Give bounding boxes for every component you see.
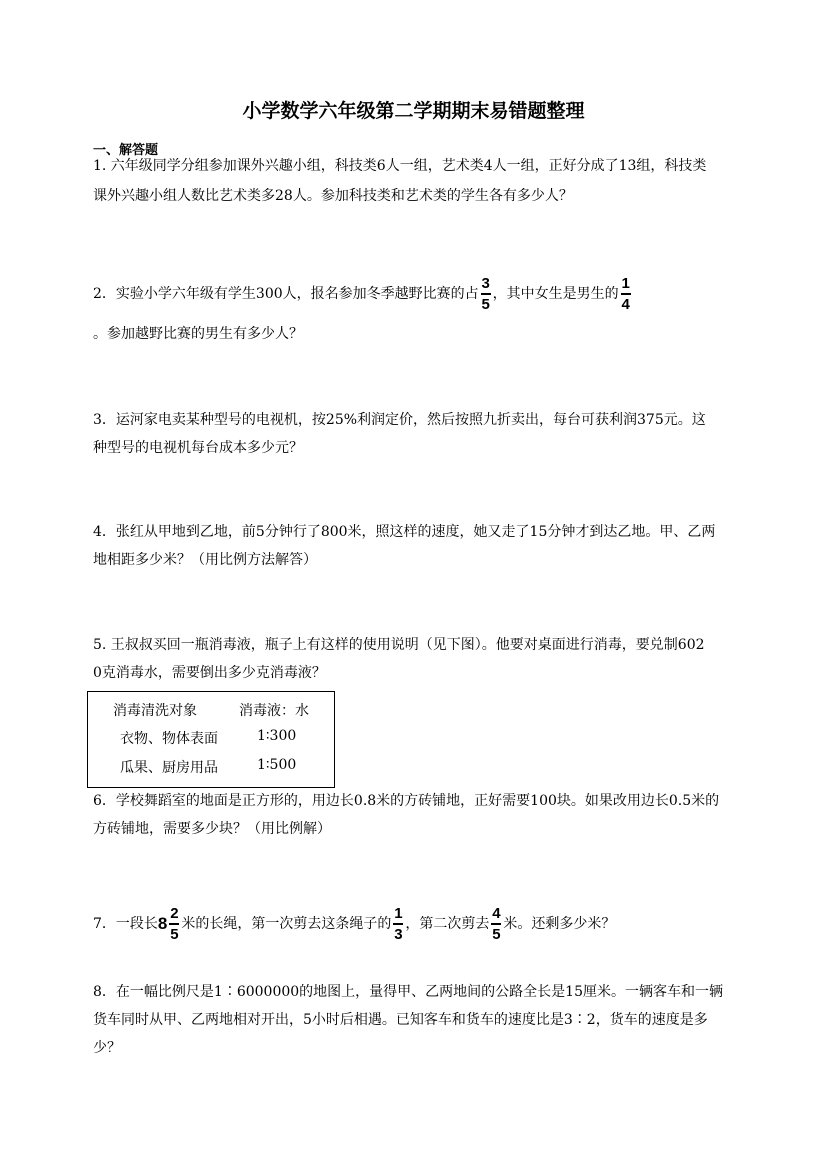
- question-2-line-1: [93, 272, 633, 316]
- fraction-1-4: [621, 276, 631, 312]
- question-7-text-c: ，第二次剪去: [405, 916, 490, 932]
- fraction-denominator: 5: [170, 926, 179, 943]
- question-8-line-2: 货车同时从甲、乙两地相对开出，5小时后相遇。已知客车和货车的速度比是3∶2，货车的速度是多: [93, 1012, 708, 1028]
- question-4-line-1: 4．张红从甲地到乙地，前5分钟行了800米，照这样的速度，她又走了15分钟才到达乙地。甲、乙两: [93, 524, 716, 540]
- table-row-2-object: 瓜果、厨房用品: [120, 760, 218, 776]
- fraction-numerator: 1: [394, 905, 403, 922]
- table-row-2-ratio: 1∶500: [257, 757, 297, 773]
- fraction-1-3: [393, 906, 403, 942]
- question-6-line-1: 6．学校舞蹈室的地面是正方形的，用边长0.8米的方砖铺地，正好需要100块。如果改用边长0.5米的: [93, 793, 720, 809]
- question-2-text-b: ，其中女生是男生的: [492, 286, 619, 302]
- fraction-3-5: [481, 276, 491, 312]
- question-1-line-1: 1. 六年级同学分组参加课外兴趣小组，科技类6人一组，艺术类4人一组，正好分成了13组，科技类: [93, 158, 707, 174]
- section-heading: 一、解答题: [93, 143, 159, 158]
- question-5-line-1: 5. 王叔叔买回一瓶消毒液，瓶子上有这样的使用说明（见下图）。他要对桌面进行消毒，要兑制602: [93, 637, 705, 653]
- mixed-number-whole: 8: [157, 914, 168, 933]
- question-3-line-1: 3．运河家电卖某种型号的电视机，按25%利润定价，然后按照九折卖出，每台可获利润375元。这: [93, 412, 706, 428]
- fraction-denominator: 3: [394, 926, 403, 943]
- fraction-bar: [491, 923, 501, 925]
- fraction-2-5: [169, 906, 179, 942]
- fraction-bar: [169, 923, 179, 925]
- question-4-line-2: 地相距多少米？（用比例方法解答）: [93, 552, 317, 568]
- fraction-numerator: 2: [170, 905, 179, 922]
- question-5-line-2: 0克消毒水，需要倒出多少克消毒液？: [93, 665, 326, 681]
- table-row-1-object: 衣物、物体表面: [120, 731, 218, 747]
- question-6-line-2: 方砖铺地，需要多少块？（用比例解）: [93, 821, 331, 837]
- fraction-denominator: 4: [621, 296, 630, 313]
- fraction-bar: [481, 293, 491, 295]
- fraction-numerator: 4: [492, 905, 501, 922]
- question-8-line-1: 8．在一幅比例尺是1∶6000000的地图上，量得甲、乙两地间的公路全长是15厘米。一辆客车和一辆: [93, 984, 723, 1000]
- question-7-line-1: [93, 902, 615, 946]
- table-header-object: 消毒清洗对象: [113, 703, 197, 719]
- question-1-line-2: 课外兴趣小组人数比艺术类多28人。参加科技类和艺术类的学生各有多少人？: [93, 188, 573, 204]
- question-2-text-a: 2．实验小学六年级有学生300人，报名参加冬季越野比赛的占: [93, 286, 479, 302]
- fraction-numerator: 1: [621, 275, 630, 292]
- fraction-numerator: 3: [481, 275, 490, 292]
- fraction-denominator: 5: [481, 296, 490, 313]
- page-title: 小学数学六年级第二学期期末易错题整理: [242, 100, 585, 122]
- table-row-1-ratio: 1∶300: [257, 728, 297, 744]
- question-2-line-2: 。参加越野比赛的男生有多少人？: [93, 326, 303, 342]
- fraction-bar: [393, 923, 403, 925]
- question-3-line-2: 种型号的电视机每台成本多少元？: [93, 440, 303, 456]
- question-7-text-d: 米。还剩多少米？: [503, 916, 616, 932]
- fraction-bar: [621, 293, 631, 295]
- question-7-text-b: 米的长绳，第一次剪去这条绳子的: [181, 916, 392, 932]
- fraction-denominator: 5: [492, 926, 501, 943]
- question-7-text-a: 7．一段长: [93, 916, 158, 932]
- question-8-line-3: 少？: [93, 1040, 121, 1056]
- fraction-4-5: [491, 906, 501, 942]
- table-header-ratio: 消毒液：水: [239, 703, 309, 719]
